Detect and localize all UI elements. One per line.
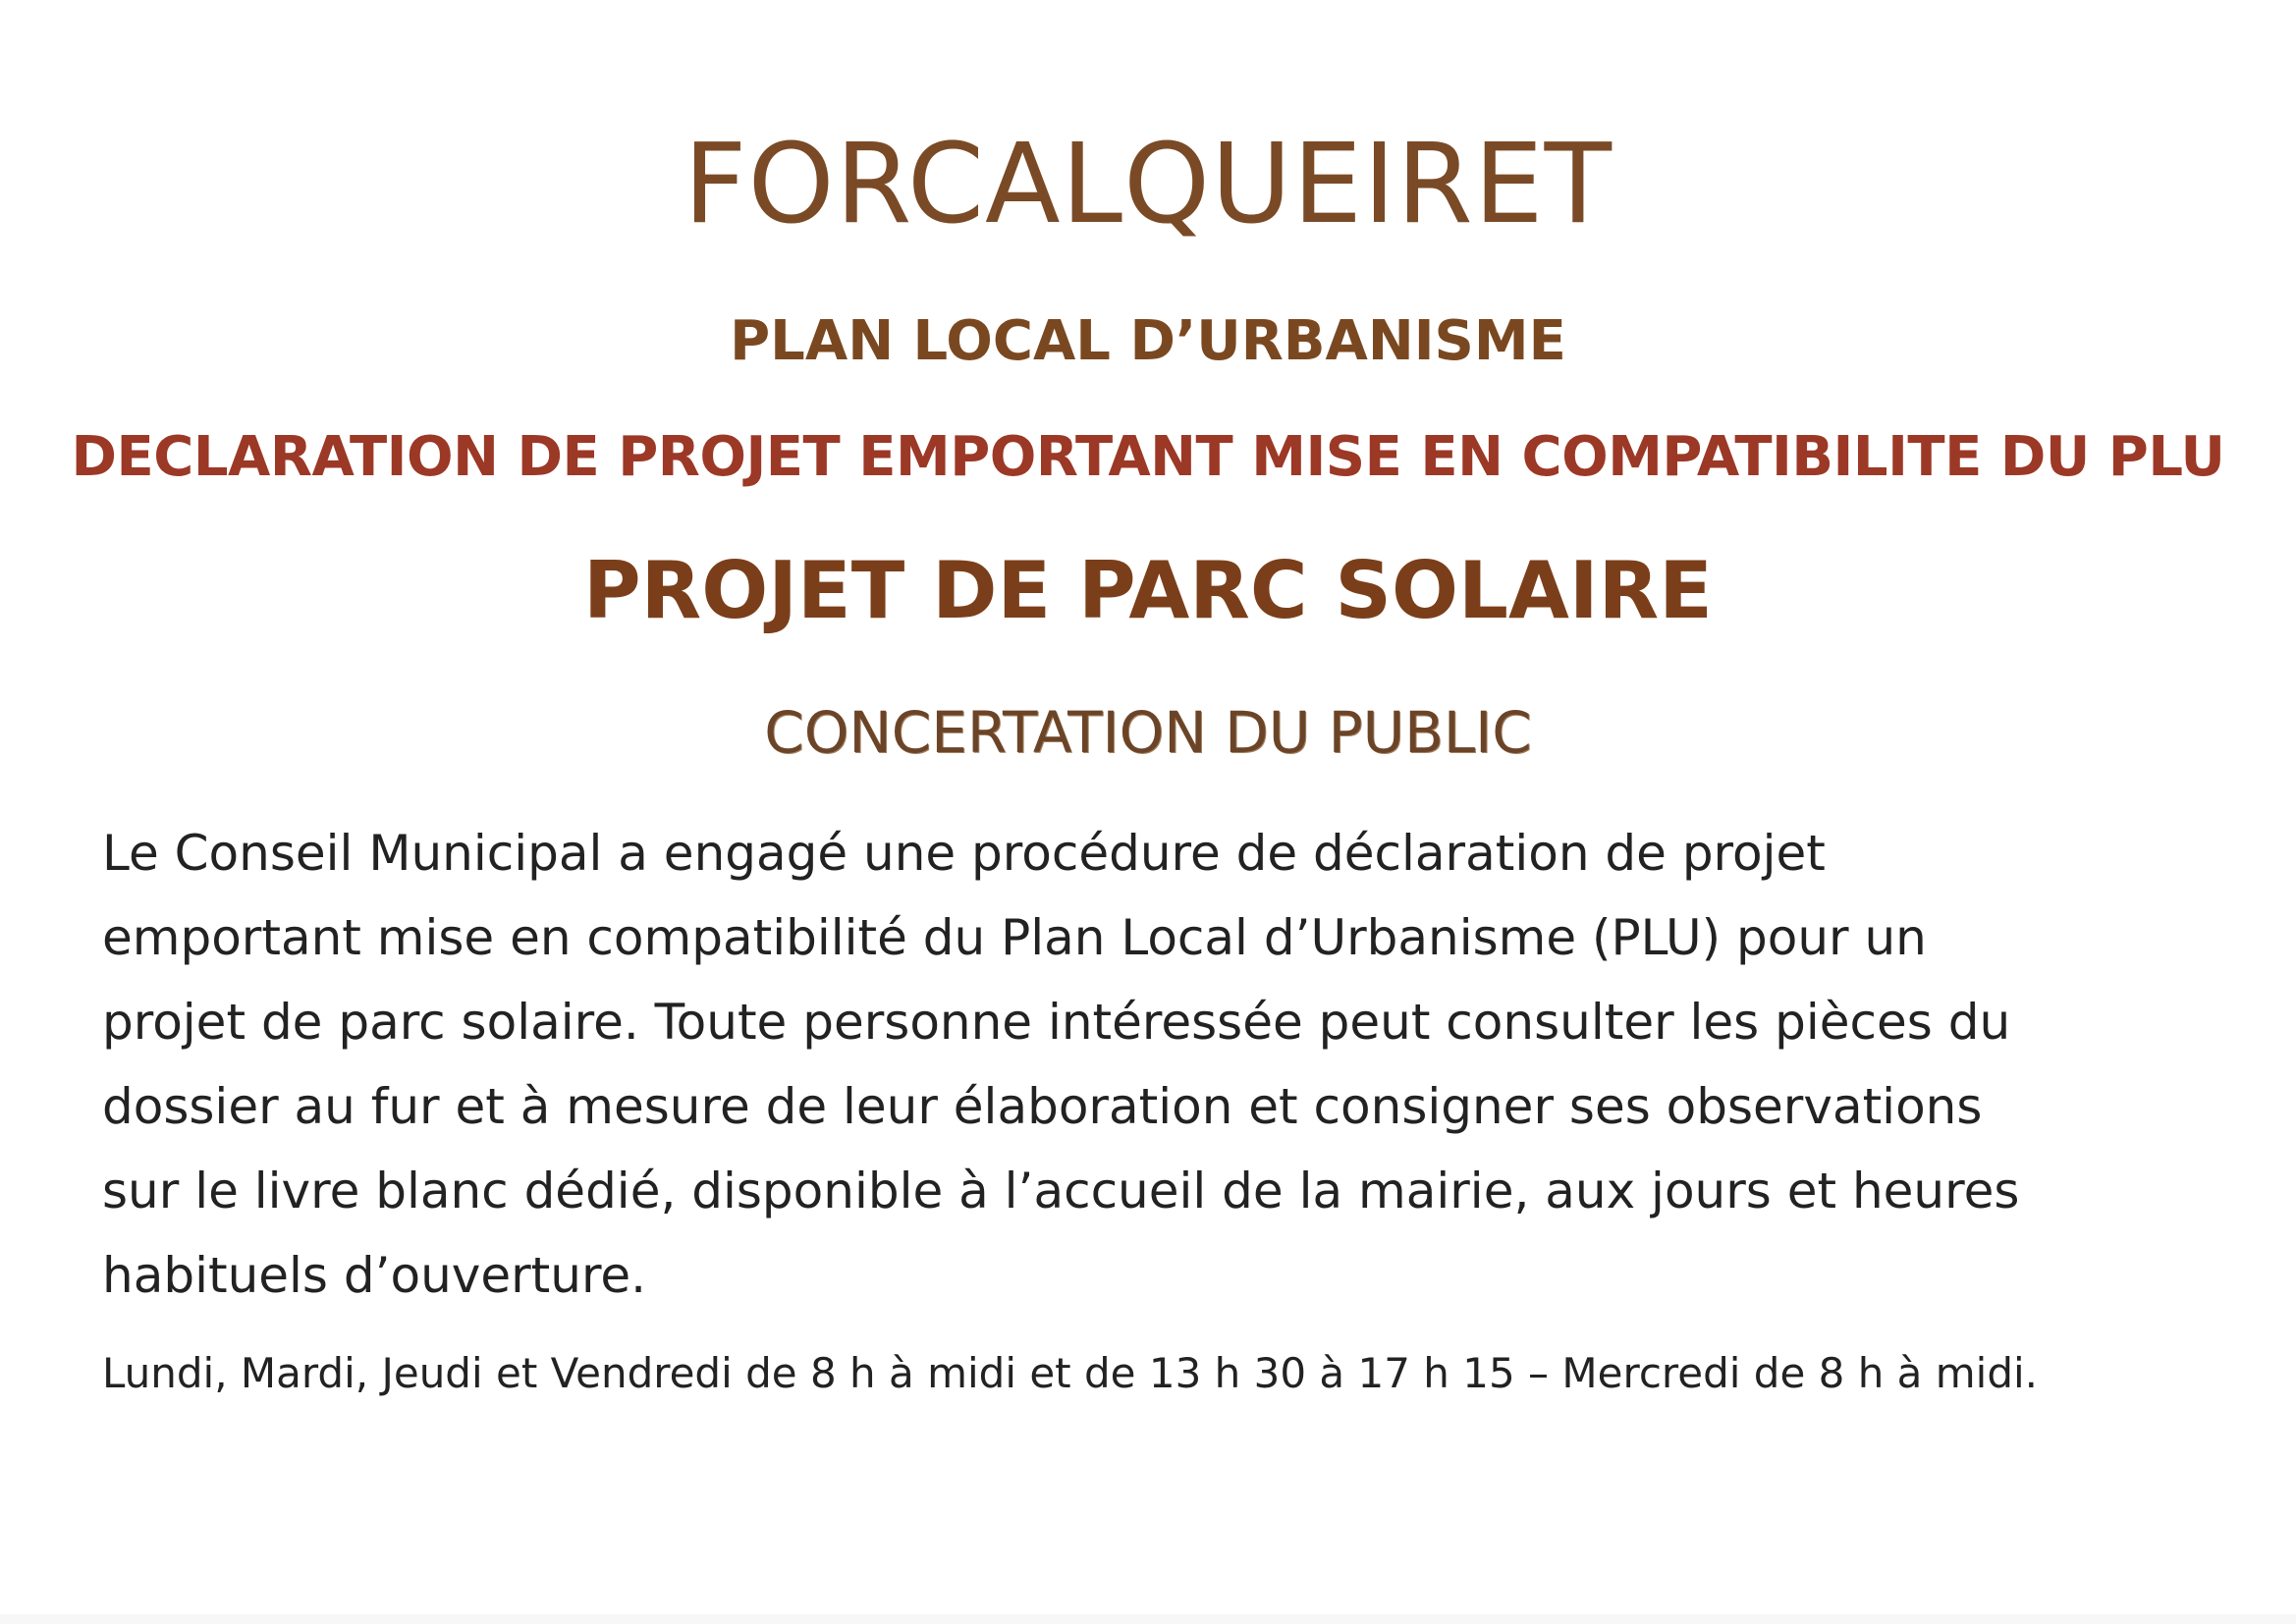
body-line: Le Conseil Municipal a engagé une procédure de déclaration de projet [102,825,1826,882]
body-line: projet de parc solaire. Toute personne intéressée peut consulter les pièces du [102,994,2011,1051]
opening-hours: Lundi, Mardi, Jeudi et Vendredi de 8 h à midi et de 13 h 30 à 17 h 15 – Mercredi de 8 h à midi. [102,1349,2039,1397]
declaration-title: DECLARATION DE PROJET EMPORTANT MISE EN COMPATIBILITE DU PLU [71,425,2225,489]
body-paragraph [102,811,2243,1318]
scan-edge [0,1614,2296,1624]
project-title: PROJET DE PARC SOLAIRE [583,545,1713,636]
town-name: FORCALQUEIRET [683,121,1613,248]
body-line: sur le livre blanc dédié, disponible à l’accueil de la mairie, aux jours et heures [102,1163,2020,1219]
body-line: emportant mise en compatibilité du Plan Local d’Urbanisme (PLU) pour un [102,909,1927,966]
plan-title: PLAN LOCAL D’URBANISME [730,309,1566,373]
concertation-title: CONCERTATION DU PUBLIC [764,699,1532,766]
body-line: dossier au fur et à mesure de leur élaboration et consigner ses observations [102,1078,1983,1135]
body-line: habituels d’ouverture. [102,1247,647,1304]
